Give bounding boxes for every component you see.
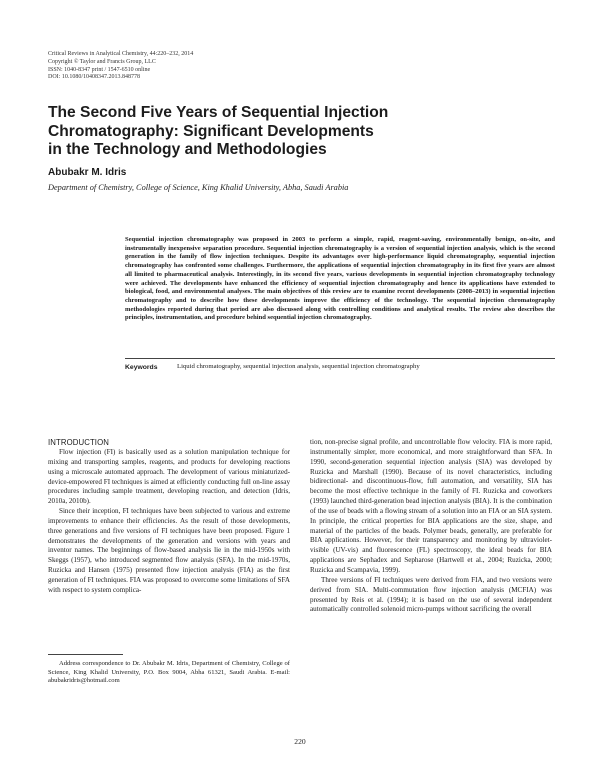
correspondence-footnote [48,660,290,686]
issn-line: ISSN: 1040-8347 print / 1547-6510 online [48,66,151,73]
title-line-3: in the Technology and Methodologies [48,141,327,159]
paragraph: tion, non-precise signal profile, and uncontrollable flow velocity. FIA is more rapid, instrumentally simpler, more economical, and more straightforward than SFA. In 1990, second-generation sequential injection analysis (SIA) was developed by Ruzicka and Marshall (1990). Because of its novel characteristics, including bidirectional- and discontinuous-flow, full automation, and versatility, SIA has become the most effective technique in the family of FI. Ruzicka and coworkers (1993) launched third-generation bead injection analysis (BIA). It is the combination of the use of beads with a flowing stream of a solution into an FIA or an SIA system. In principle, the critical properties for BIA applications are the size, shape, and material of the particles of the beads. Polymer beads, generally, are preferable for BIA applications. However, for their transparency and monitoring by ultraviolet-visible (UV-vis) and fluorescence (FL) spectroscopy, the ideal beads for BIA applications are Sephadex and Sepharose (Hartwell et al., 2004; Ruzicka, 2000; Ruzicka and Scampavia, 1999). [310,438,552,574]
keywords-label: Keywords [125,364,158,371]
author-name: Abubakr M. Idris [48,167,127,178]
title-line-1: The Second Five Years of Sequential Injection [48,104,389,121]
keywords-text: Liquid chromatography, sequential injection analysis, sequential injection chromatography [177,363,420,370]
section-heading-introduction: INTRODUCTION [48,438,109,447]
body-column-left [48,448,290,596]
footnote-text: Address correspondence to Dr. Abubakr M. Idris, Department of Chemistry, College of Science, King Khalid University, P.O. Box 9004, Abha 61321, Saudi Arabia. E-mail: abubakridris@hotmail.com [48,660,290,685]
footnote-divider [48,654,123,655]
journal-citation: Critical Reviews in Analytical Chemistry, 44:220–232, 2014 [48,51,194,57]
article-title [48,104,508,160]
paragraph: Since their inception, FI techniques have been subjected to various and extreme improvements to enhance their efficiencies. As the result of those developments, three generations and five versions of FI techniques have been proposed. Figure 1 demonstrates the developments of the generation and versions with years and inventor names. The beginnings of flow-based analysis lie in the mid-1950s with Skeggs (1957), who introduced segmented flow analysis (SFA). In the mid-1970s, Ruzicka and Hansen (1975) presented flow injection analysis (FIA) as the first generation of FI techniques. FIA was proposed to overcome some limitations of SFA with respect to system complica- [48,507,290,594]
abstract: Sequential injection chromatography was proposed in 2003 to perform a simple, rapid, reagent-saving, environmentally benign, on-site, and instrumentally inexpensive separation procedure. Sequential injection chromatography is a version of sequential injection analysis, which is the second generation in the family of flow injection techniques. Despite its advantages over high-performance liquid chromatography, sequential injection chromatography has confronted some challenges. Furthermore, the applications of sequential injection chromatography in its first five years are almost all limited to pharmaceutical analysis. Interestingly, in its second five years, various developments in sequential injection chromatography technology were achieved. The developments have enhanced the efficiency of sequential injection chromatography and hence its applications have extended to biological, food, and environmental analyses. The main objectives of this review are to examine recent developments (2008–2013) in sequential injection chromatography and to describe how these developments improve the efficiency of the technology. The sequential injection chromatography methodologies reported during that period are also discussed along with controlling conditions and analytical results. The review also describes the principles, instrumentation, and procedure behind sequential injection chromatography. [125,236,555,322]
paragraph: Flow injection (FI) is basically used as a solution manipulation technique for mixing and transporting samples, reagents, and products for developing reactions using a microscale automated approach. The development of various miniaturized-device-empowered FI techniques is aimed at efficiently conducting full on-line assay procedures including sample treatment, developing reaction, and detection (Idris, 2010a, 2010b). [48,448,290,506]
page-number: 220 [294,737,306,746]
doi-line: DOI: 10.1080/10408347.2013.848778 [48,74,140,81]
body-column-right [310,438,552,615]
copyright-line: Copyright © Taylor and Francis Group, LLC [48,58,156,65]
author-affiliation: Department of Chemistry, College of Science, King Khalid University, Abha, Saudi Arabia [48,183,349,192]
title-line-2: Chromatography: Significant Developments [48,122,374,140]
journal-header [48,51,193,82]
paragraph: Three versions of FI techniques were derived from FIA, and two versions were derived from SIA. Multi-commutation flow injection analysis (MCFIA) was presented by Reis et al. (1994); it is based on the use of several independent automatically controlled solenoid micro-pumps without sacrificing the overall [310,575,552,614]
keywords-divider [125,358,555,359]
